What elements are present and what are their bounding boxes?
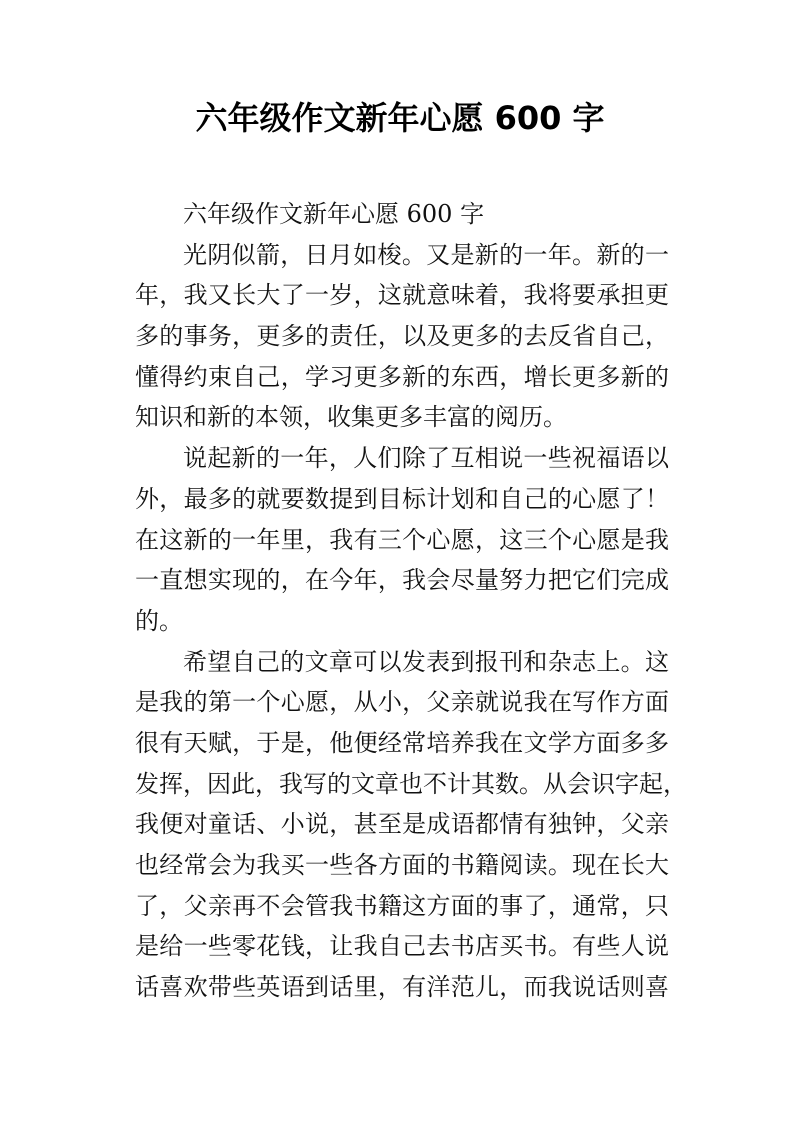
subtitle-line: 六年级作文新年心愿 600 字	[183, 200, 485, 228]
paragraph-2	[135, 438, 669, 641]
document-title: 六年级作文新年心愿 600 字	[195, 99, 605, 137]
text-line: 懂得约束自己，学习更多新的东西，增长更多新的	[135, 362, 669, 391]
text-line: 年，我又长大了一岁，这就意味着，我将要承担更	[135, 281, 669, 310]
text-line: 外，最多的就要数提到目标计划和自己的心愿了！	[135, 484, 669, 513]
text-line: 一直想实现的，在今年，我会尽量努力把它们完成	[135, 566, 669, 595]
text-line: 在这新的一年里，我有三个心愿，这三个心愿是我	[135, 525, 669, 554]
text-line: 了，父亲再不会管我书籍这方面的事了，通常，只	[135, 891, 669, 920]
text-line: 知识和新的本领，收集更多丰富的阅历。	[135, 403, 567, 432]
paragraph-1	[135, 235, 669, 438]
text-line: 很有天赋，于是，他便经常培养我在文学方面多多	[135, 728, 669, 757]
document-body	[135, 194, 687, 1008]
text-line: 话喜欢带些英语到话里，有洋范儿，而我说话则喜	[135, 973, 669, 1002]
text-line: 多的事务，更多的责任，以及更多的去反省自己，	[135, 322, 669, 351]
text-line: 光阴似箭，日月如梭。又是新的一年。新的一	[183, 240, 669, 269]
text-line: 也经常会为我买一些各方面的书籍阅读。现在长大	[135, 851, 669, 879]
text-line: 说起新的一年，人们除了互相说一些祝福语以	[183, 444, 669, 473]
paragraph-3	[135, 642, 687, 1008]
text-line: 我便对童话、小说，甚至是成语都情有独钟，父亲	[135, 810, 669, 839]
text-line: 希望自己的文章可以发表到报刊和杂志上。这	[183, 647, 669, 676]
text-line: 的。	[135, 606, 183, 635]
text-line: 是给一些零花钱，让我自己去书店买书。有些人说	[135, 932, 669, 961]
text-line: 是我的第一个心愿，从小，父亲就说我在写作方面	[135, 688, 669, 717]
text-line: 发挥，因此，我写的文章也不计其数。从会识字起，	[135, 769, 687, 798]
